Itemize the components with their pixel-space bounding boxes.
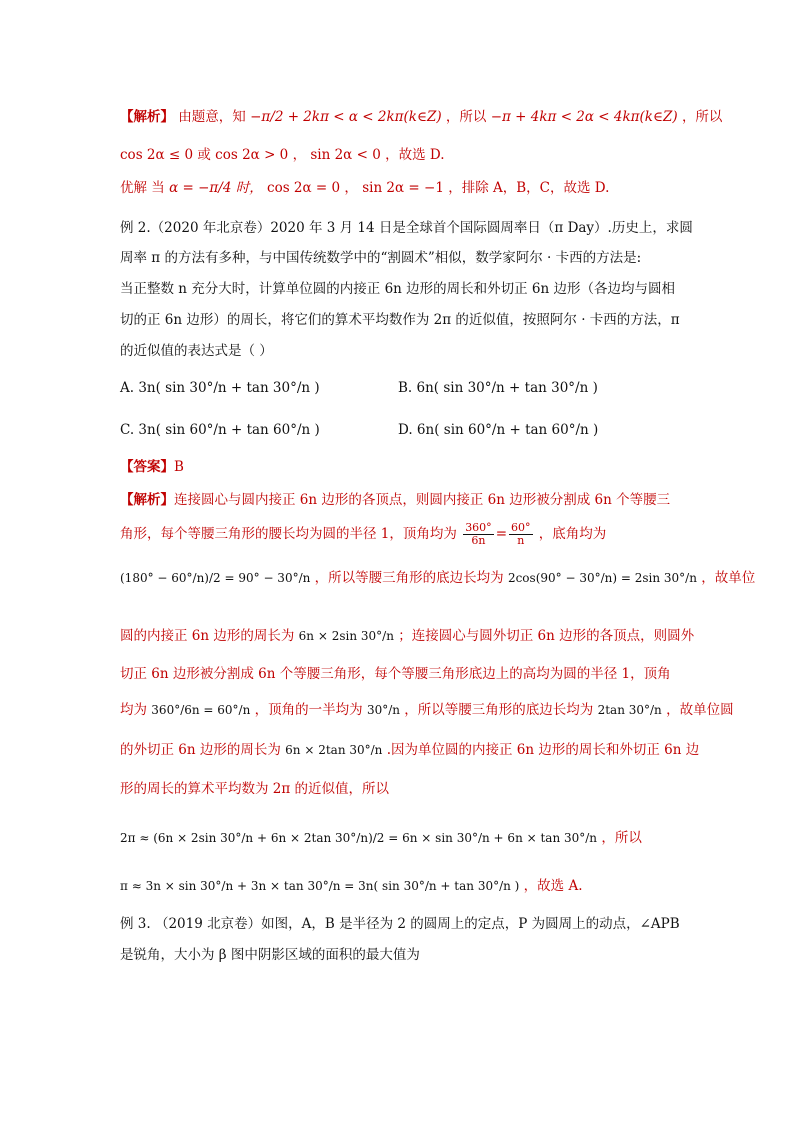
example3-para-2: 是锐角，大小为 β 图中阴影区域的面积的最大值为: [120, 947, 420, 963]
option-d: D. 6n( sin 60°/n + tan 60°/n ): [398, 422, 599, 438]
analysis2-text: 均为: [120, 702, 147, 718]
analysis2-line-6: [120, 700, 734, 720]
math-expr: π ≈ 3n × sin 30°/n + 3n × tan 30°/n = 3n( sin 30°/n + tan 30°/n ): [120, 879, 520, 893]
answer-line: [120, 457, 184, 477]
option-b: B. 6n( sin 30°/n + tan 30°/n ): [398, 380, 598, 396]
analysis2-tag: 【解析】: [120, 492, 174, 508]
analysis2-text: ，所以: [601, 830, 642, 846]
analysis2-text: ，所以等腰三角形的底边长均为: [404, 702, 594, 718]
analysis2-line-4: [120, 626, 694, 646]
example3-para-1: 例 3. （2019 北京卷）如图，A，B 是半径为 2 的圆周上的定点，P 为圆周上的动点，∠APB: [120, 916, 680, 932]
example2-para-3: 当正整数 n 充分大时，计算单位圆的内接正 6n 边形的周长和外切正 6n 边形（各边均与圆相: [120, 281, 676, 297]
example2-para-1: 例 2.（2020 年北京卷）2020 年 3 月 14 日是全球首个国际圆周率日（π Day）.历史上，求圆: [120, 220, 693, 236]
analysis2-text: 的外切正 6n 边形的周长为: [120, 742, 281, 758]
analysis2-text: 角形，每个等腰三角形的腰长均为圆的半径 1，顶角均为: [120, 526, 457, 542]
math-expr: (180° − 60°/n)/2 = 90° − 30°/n: [120, 571, 311, 585]
quick-solution-lead: 优解 当: [120, 180, 165, 196]
analysis-line-1: [120, 107, 722, 127]
quick-solution-rest: cos 2α = 0 ， sin 2α = −1 ，排除 A，B，C，故选 D.: [267, 180, 610, 196]
math-expr: 30°/n: [366, 703, 400, 717]
analysis2-line-9: [120, 828, 642, 848]
analysis-text: ，所以: [681, 109, 723, 125]
answer-tag: 【答案】: [120, 459, 174, 475]
analysis2-line-2: 角形，每个等腰三角形的腰长均为圆的半径 1，顶角均为 $\frac{360^\circ}{6n}$ = $\frac{60^\circ}{n}$ ，底角均为: [120, 521, 607, 547]
analysis2-line-1: [120, 490, 670, 510]
analysis2-text: 连接圆心与圆内接正 6n 边形的各顶点，则圆内接正 6n 边形被分割成 6n 个等腰三: [174, 492, 671, 508]
math-expr: −π/2 + 2kπ < α < 2kπ(k∈Z): [250, 109, 442, 125]
math-expr: 2cos(90° − 30°/n) = 2sin 30°/n: [507, 571, 697, 585]
math-expr: 360°/6n = 60°/n: [151, 703, 251, 717]
analysis-text: 由题意，知: [178, 109, 246, 125]
math-expr: −π + 4kπ < 2α < 4kπ(k∈Z): [490, 109, 678, 125]
analysis-text: ，所以: [445, 109, 487, 125]
option-c: C. 3n( sin 60°/n + tan 60°/n ): [120, 422, 320, 438]
math-expr: 6n × 2sin 30°/n: [298, 629, 394, 643]
analysis2-text: ，故单位: [701, 570, 756, 586]
quick-solution-line: [120, 178, 609, 198]
analysis2-line-3: [120, 568, 755, 588]
analysis2-text: ；连接圆心与圆外切正 6n 边形的各顶点，则圆外: [398, 628, 695, 644]
analysis2-line-8: 形的周长的算术平均数为 2π 的近似值，所以: [120, 781, 390, 797]
math-expr: α = −π/4 时，: [169, 180, 263, 196]
analysis2-text: ，故单位圆: [666, 702, 734, 718]
fraction: $\frac{60^\circ}{n}$: [511, 521, 531, 547]
math-expr: 2tan 30°/n: [597, 703, 662, 717]
analysis2-text: .因为单位圆的内接正 6n 边形的周长和外切正 6n 边: [386, 742, 700, 758]
example2-para-5: 的近似值的表达式是（ ）: [120, 343, 273, 359]
math-expr: 2π ≈ (6n × 2sin 30°/n + 6n × 2tan 30°/n)/2 = 6n × sin 30°/n + 6n × tan 30°/n: [120, 831, 598, 845]
analysis-line-2: cos 2α ≤ 0 或 cos 2α > 0 ， sin 2α < 0 ，故选 D.: [120, 147, 445, 163]
analysis2-line-5: 切正 6n 边形被分割成 6n 个等腰三角形，每个等腰三角形底边上的高均为圆的半径 1，顶角: [120, 666, 671, 682]
analysis2-line-7: [120, 740, 699, 760]
example2-para-4: 切的正 6n 边形）的周长，将它们的算术平均数作为 2π 的近似值，按照阿尔 · 卡西的方法，π: [120, 312, 680, 328]
analysis2-text: 圆的内接正 6n 边形的周长为: [120, 628, 295, 644]
analysis2-text: ，所以等腰三角形的底边长均为: [314, 570, 504, 586]
fraction: $\frac{360^\circ}{6n}$: [465, 521, 492, 547]
option-a: A. 3n( sin 30°/n + tan 30°/n ): [120, 380, 320, 396]
answer-value: B: [174, 459, 184, 475]
analysis2-line-10: [120, 876, 583, 896]
math-expr: 6n × 2tan 30°/n: [285, 743, 383, 757]
analysis2-text: ，故选 A.: [523, 878, 583, 894]
example2-para-2: 周率 π 的方法有多种，与中国传统数学中的“割圆术”相似，数学家阿尔 · 卡西的方法是:: [120, 250, 642, 266]
analysis2-text: ，顶角的一半均为: [254, 702, 363, 718]
analysis2-text: ，底角均为: [538, 526, 607, 542]
analysis-tag: 【解析】: [120, 109, 174, 125]
